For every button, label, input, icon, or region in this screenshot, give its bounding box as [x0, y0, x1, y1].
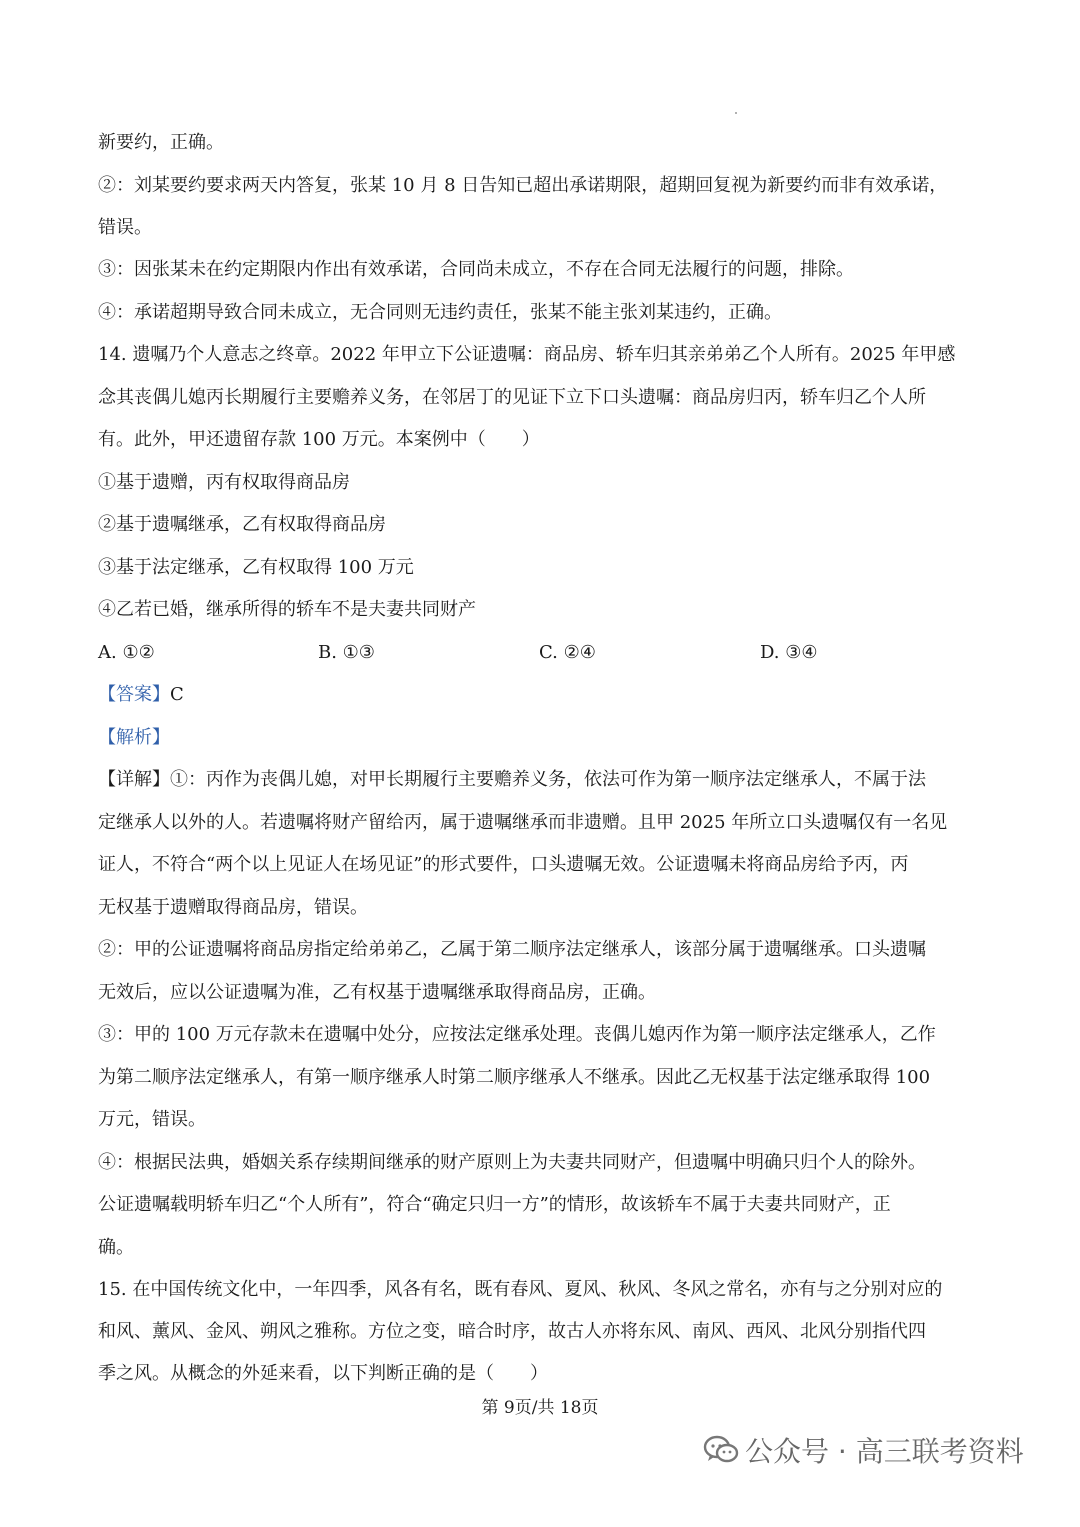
detail-line: 定继承人以外的人。若遗嘱将财产留给丙，属于遗嘱继承而非遗赠。且甲 2025 年所立口头遗嘱仅有一名见: [98, 812, 948, 833]
option-c: C. ②④: [539, 642, 596, 663]
option-a: A. ①②: [98, 642, 155, 663]
answer-options: [98, 641, 988, 665]
detail-line: ③：甲的 100 万元存款未在遗嘱中处分，应按法定继承处理。丧偶儿媳丙作为第一顺序法定继承人，乙作: [98, 1024, 936, 1045]
question-14-line: 念其丧偶儿媳丙长期履行主要赡养义务，在邻居丁的见证下立下口头遗嘱：商品房归丙，轿车归乙个人所: [98, 387, 926, 408]
question-15-line: 15. 在中国传统文化中，一年四季，风各有名，既有春风、夏风、秋风、冬风之常名，亦有与之分别对应的: [98, 1279, 943, 1300]
detail-line: [98, 768, 988, 792]
question-14-line: 14. 遗嘱乃个人意志之终章。2022 年甲立下公证遗嘱：商品房、轿车归其亲弟弟乙个人所有。2025 年甲感: [98, 344, 956, 365]
speck-mark: [735, 112, 737, 114]
answer-line: [98, 683, 988, 707]
detail-text: ①：丙作为丧偶儿媳，对甲长期履行主要赡养义务，依法可作为第一顺序法定继承人，不属于法: [170, 769, 926, 790]
analysis-label: 【解析】: [98, 727, 170, 748]
question-15-line: 和风、薰风、金风、朔风之雅称。方位之变，暗合时序，故古人亦将东风、南风、西风、北风分别指代四: [98, 1321, 926, 1342]
answer-value: C: [170, 684, 184, 705]
text-line: ②：刘某要约要求两天内答复，张某 10 月 8 日告知已超出承诺期限，超期回复视为新要约而非有效承诺，: [98, 175, 948, 196]
answer-label: 【答案】: [98, 684, 170, 705]
question-15-line: 季之风。从概念的外延来看，以下判断正确的是（ ）: [98, 1363, 548, 1384]
page-footer: 第 9页/共 18页: [481, 1398, 599, 1418]
question-14-line: 有。此外，甲还遗留存款 100 万元。本案例中（ ）: [98, 429, 540, 450]
watermark-text: 公众号 · 高三联考资料: [745, 1435, 1024, 1468]
detail-line: 无效后，应以公证遗嘱为准，乙有权基于遗嘱继承取得商品房，正确。: [98, 982, 656, 1003]
text-line: 错误。: [98, 217, 152, 238]
detail-label: 【详解】: [98, 769, 170, 790]
option-d: D. ③④: [760, 642, 818, 663]
watermark: [703, 1428, 1024, 1472]
text-line: ③：因张某未在约定期限内作出有效承诺，合同尚未成立，不存在合同无法履行的问题，排除。: [98, 259, 854, 280]
detail-line: 确。: [98, 1237, 134, 1258]
text-line: 新要约，正确。: [98, 132, 224, 153]
text-line: ④：承诺超期导致合同未成立，无合同则无违约责任，张某不能主张刘某违约，正确。: [98, 302, 782, 323]
detail-line: 无权基于遗赠取得商品房，错误。: [98, 897, 368, 918]
detail-line: 为第二顺序法定继承人，有第一顺序继承人时第二顺序继承人不继承。因此乙无权基于法定继承取得 100: [98, 1067, 931, 1088]
detail-line: ②：甲的公证遗嘱将商品房指定给弟弟乙，乙属于第二顺序法定继承人，该部分属于遗嘱继承。口头遗嘱: [98, 939, 926, 960]
detail-line: ④：根据民法典，婚姻关系存续期间继承的财产原则上为夫妻共同财产，但遗嘱中明确只归个人的除外。: [98, 1152, 926, 1173]
statement-1: ①基于遗赠，丙有权取得商品房: [98, 472, 350, 493]
wechat-icon: [703, 1435, 739, 1465]
statement-3: ③基于法定继承，乙有权取得 100 万元: [98, 557, 414, 578]
detail-line: 万元，错误。: [98, 1109, 206, 1130]
option-b: B. ①③: [318, 642, 375, 663]
statement-4: ④乙若已婚，继承所得的轿车不是夫妻共同财产: [98, 599, 476, 620]
statement-2: ②基于遗嘱继承，乙有权取得商品房: [98, 514, 386, 535]
detail-line: 证人，不符合“两个以上见证人在场见证”的形式要件，口头遗嘱无效。公证遗嘱未将商品房给予丙，丙: [98, 854, 909, 875]
detail-line: 公证遗嘱载明轿车归乙“个人所有”，符合“确定只归一方”的情形，故该轿车不属于夫妻共同财产，正: [98, 1194, 891, 1215]
